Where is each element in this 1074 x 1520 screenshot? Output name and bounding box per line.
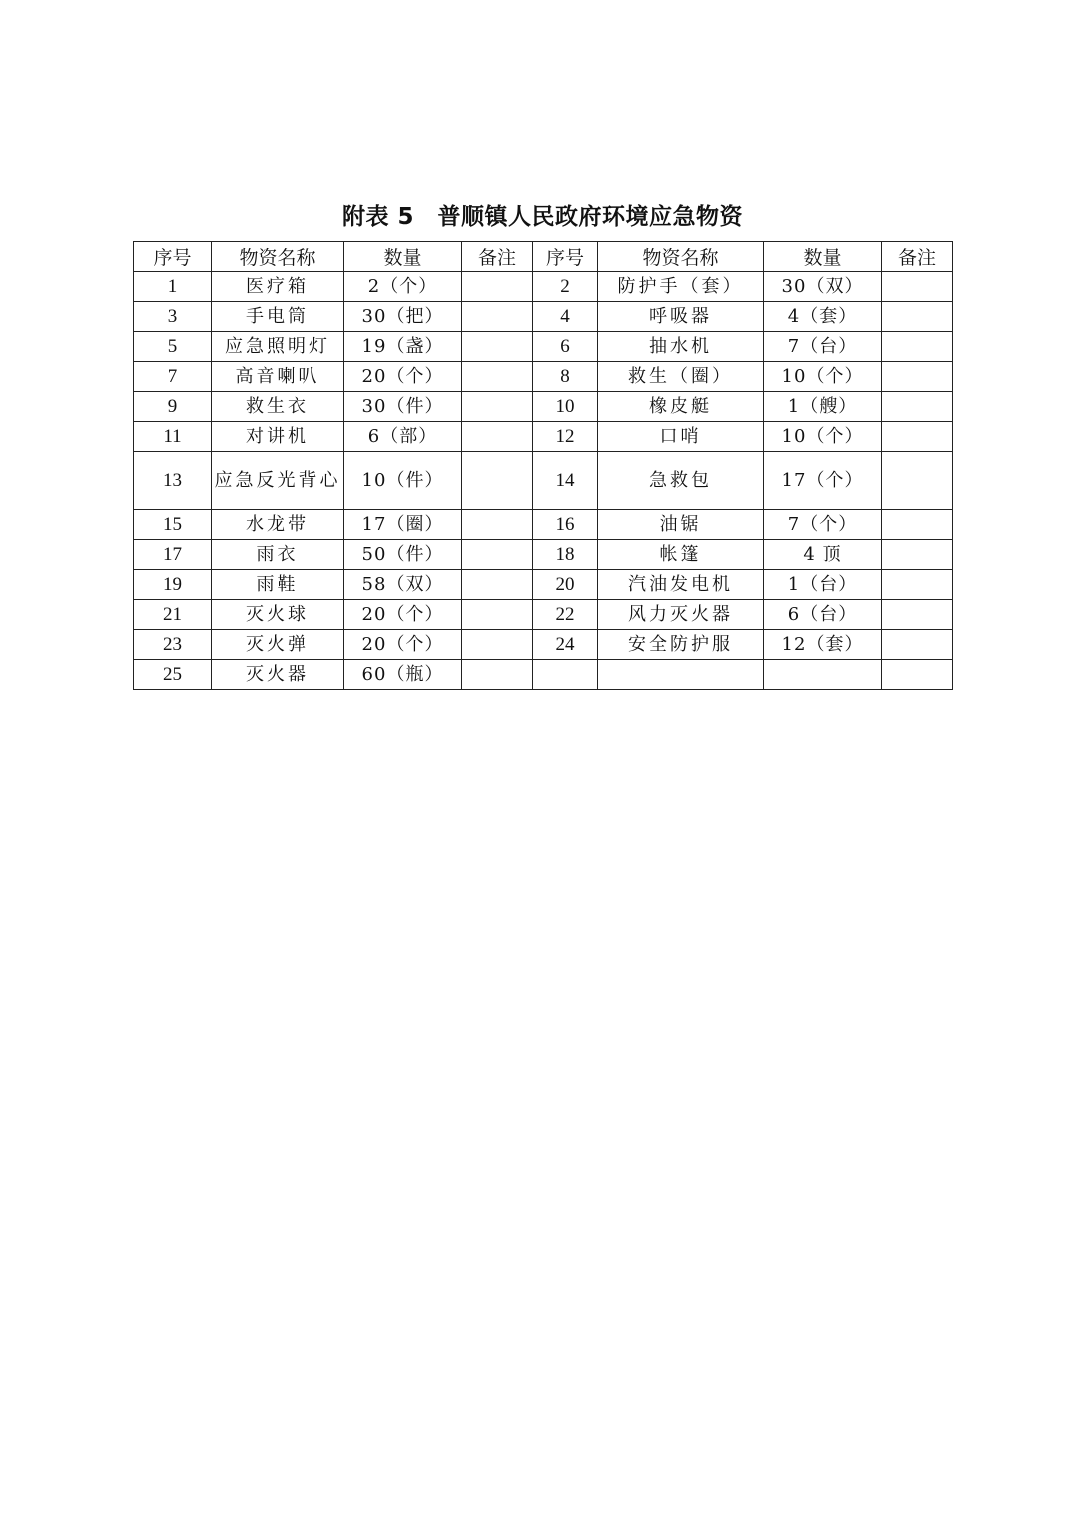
serial-cell: 22 bbox=[533, 600, 598, 630]
material-name-cell: 口哨 bbox=[598, 422, 764, 452]
quantity-cell: 50（件） bbox=[344, 540, 462, 570]
table-row bbox=[134, 540, 953, 570]
remark-cell bbox=[882, 660, 953, 690]
table-row bbox=[134, 452, 953, 510]
serial-cell: 13 bbox=[134, 452, 212, 510]
emergency-materials-table bbox=[133, 241, 953, 690]
material-name-cell: 救生（圈） bbox=[598, 362, 764, 392]
material-name-cell: 应急照明灯 bbox=[212, 332, 344, 362]
material-name-cell: 救生衣 bbox=[212, 392, 344, 422]
remark-cell bbox=[462, 422, 533, 452]
quantity-cell: 30（把） bbox=[344, 302, 462, 332]
header-remark-right: 备注 bbox=[882, 242, 953, 272]
material-name-cell: 雨衣 bbox=[212, 540, 344, 570]
material-name-cell: 医疗箱 bbox=[212, 272, 344, 302]
quantity-cell: 12（套） bbox=[764, 630, 882, 660]
quantity-cell: 1（艘） bbox=[764, 392, 882, 422]
remark-cell bbox=[882, 302, 953, 332]
quantity-cell: 7（个） bbox=[764, 510, 882, 540]
serial-cell: 25 bbox=[134, 660, 212, 690]
header-serial-left: 序号 bbox=[134, 242, 212, 272]
serial-cell: 17 bbox=[134, 540, 212, 570]
serial-cell: 12 bbox=[533, 422, 598, 452]
material-name-cell: 抽水机 bbox=[598, 332, 764, 362]
header-name-left: 物资名称 bbox=[212, 242, 344, 272]
serial-cell: 5 bbox=[134, 332, 212, 362]
quantity-cell: 1（台） bbox=[764, 570, 882, 600]
table-row bbox=[134, 510, 953, 540]
material-name-cell: 灭火弹 bbox=[212, 630, 344, 660]
quantity-cell: 17（圈） bbox=[344, 510, 462, 540]
serial-cell: 3 bbox=[134, 302, 212, 332]
material-name-cell: 呼吸器 bbox=[598, 302, 764, 332]
serial-cell: 24 bbox=[533, 630, 598, 660]
remark-cell bbox=[882, 392, 953, 422]
table-row bbox=[134, 630, 953, 660]
remark-cell bbox=[882, 422, 953, 452]
page-title: 附表 5 普顺镇人民政府环境应急物资 bbox=[341, 204, 743, 230]
table-row bbox=[134, 302, 953, 332]
serial-cell: 8 bbox=[533, 362, 598, 392]
remark-cell bbox=[882, 600, 953, 630]
remark-cell bbox=[462, 452, 533, 510]
header-name-right: 物资名称 bbox=[598, 242, 764, 272]
material-name-cell: 汽油发电机 bbox=[598, 570, 764, 600]
remark-cell bbox=[462, 630, 533, 660]
material-name-cell: 灭火器 bbox=[212, 660, 344, 690]
material-name-cell: 油锯 bbox=[598, 510, 764, 540]
remark-cell bbox=[462, 362, 533, 392]
quantity-cell: 20（个） bbox=[344, 362, 462, 392]
serial-cell: 18 bbox=[533, 540, 598, 570]
remark-cell bbox=[462, 272, 533, 302]
quantity-cell: 6（台） bbox=[764, 600, 882, 630]
quantity-cell: 10（个） bbox=[764, 422, 882, 452]
table-row bbox=[134, 332, 953, 362]
serial-cell: 10 bbox=[533, 392, 598, 422]
serial-cell: 14 bbox=[533, 452, 598, 510]
remark-cell bbox=[882, 272, 953, 302]
quantity-cell bbox=[764, 660, 882, 690]
serial-cell: 23 bbox=[134, 630, 212, 660]
material-name-cell: 应急反光背心 bbox=[212, 452, 344, 510]
serial-cell: 16 bbox=[533, 510, 598, 540]
quantity-cell: 17（个） bbox=[764, 452, 882, 510]
quantity-cell: 7（台） bbox=[764, 332, 882, 362]
table-row bbox=[134, 362, 953, 392]
quantity-cell: 10（件） bbox=[344, 452, 462, 510]
quantity-cell: 4 顶 bbox=[764, 540, 882, 570]
remark-cell bbox=[882, 332, 953, 362]
remark-cell bbox=[462, 540, 533, 570]
material-name-cell: 橡皮艇 bbox=[598, 392, 764, 422]
serial-cell: 7 bbox=[134, 362, 212, 392]
remark-cell bbox=[462, 392, 533, 422]
table-row bbox=[134, 422, 953, 452]
quantity-cell: 30（双） bbox=[764, 272, 882, 302]
remark-cell bbox=[882, 570, 953, 600]
table-row bbox=[134, 392, 953, 422]
remark-cell bbox=[462, 660, 533, 690]
header-quantity-right: 数量 bbox=[764, 242, 882, 272]
quantity-cell: 10（个） bbox=[764, 362, 882, 392]
table-row bbox=[134, 272, 953, 302]
table-header-row bbox=[134, 242, 953, 272]
quantity-cell: 4（套） bbox=[764, 302, 882, 332]
serial-cell: 9 bbox=[134, 392, 212, 422]
remark-cell bbox=[462, 600, 533, 630]
remark-cell bbox=[462, 570, 533, 600]
serial-cell: 15 bbox=[134, 510, 212, 540]
quantity-cell: 2（个） bbox=[344, 272, 462, 302]
material-name-cell: 防护手（套） bbox=[598, 272, 764, 302]
material-name-cell bbox=[598, 660, 764, 690]
header-serial-right: 序号 bbox=[533, 242, 598, 272]
material-name-cell: 风力灭火器 bbox=[598, 600, 764, 630]
quantity-cell: 20（个） bbox=[344, 630, 462, 660]
quantity-cell: 60（瓶） bbox=[344, 660, 462, 690]
table-row bbox=[134, 660, 953, 690]
table-row bbox=[134, 570, 953, 600]
serial-cell bbox=[533, 660, 598, 690]
remark-cell bbox=[882, 510, 953, 540]
table-row bbox=[134, 600, 953, 630]
remark-cell bbox=[462, 302, 533, 332]
material-name-cell: 安全防护服 bbox=[598, 630, 764, 660]
material-name-cell: 急救包 bbox=[598, 452, 764, 510]
material-name-cell: 对讲机 bbox=[212, 422, 344, 452]
quantity-cell: 20（个） bbox=[344, 600, 462, 630]
material-name-cell: 灭火球 bbox=[212, 600, 344, 630]
serial-cell: 6 bbox=[533, 332, 598, 362]
remark-cell bbox=[882, 452, 953, 510]
material-name-cell: 雨鞋 bbox=[212, 570, 344, 600]
remark-cell bbox=[882, 362, 953, 392]
material-name-cell: 水龙带 bbox=[212, 510, 344, 540]
serial-cell: 2 bbox=[533, 272, 598, 302]
quantity-cell: 6（部） bbox=[344, 422, 462, 452]
material-name-cell: 手电筒 bbox=[212, 302, 344, 332]
remark-cell bbox=[462, 510, 533, 540]
header-quantity-left: 数量 bbox=[344, 242, 462, 272]
serial-cell: 21 bbox=[134, 600, 212, 630]
serial-cell: 19 bbox=[134, 570, 212, 600]
header-remark-left: 备注 bbox=[462, 242, 533, 272]
remark-cell bbox=[882, 630, 953, 660]
serial-cell: 1 bbox=[134, 272, 212, 302]
remark-cell bbox=[882, 540, 953, 570]
quantity-cell: 30（件） bbox=[344, 392, 462, 422]
remark-cell bbox=[462, 332, 533, 362]
serial-cell: 4 bbox=[533, 302, 598, 332]
material-name-cell: 高音喇叭 bbox=[212, 362, 344, 392]
material-name-cell: 帐篷 bbox=[598, 540, 764, 570]
quantity-cell: 19（盏） bbox=[344, 332, 462, 362]
serial-cell: 11 bbox=[134, 422, 212, 452]
serial-cell: 20 bbox=[533, 570, 598, 600]
quantity-cell: 58（双） bbox=[344, 570, 462, 600]
